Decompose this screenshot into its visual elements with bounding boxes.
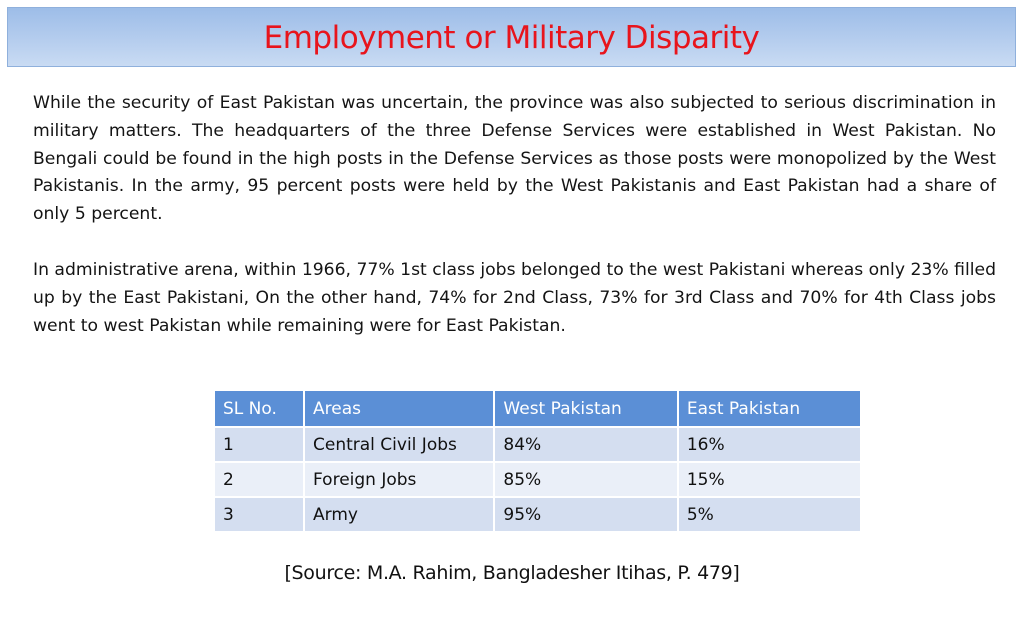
cell-west-pakistan: 95% [494, 497, 677, 532]
disparity-table [213, 389, 862, 533]
table-row [214, 497, 861, 532]
header-areas: Areas [304, 390, 494, 427]
table-row [214, 462, 861, 497]
title-bar [7, 7, 1016, 67]
source-citation: [Source: M.A. Rahim, Bangladesher Itihas, P. 479] [284, 562, 740, 584]
paragraph-military [33, 90, 996, 229]
cell-area: Central Civil Jobs [304, 427, 494, 462]
cell-west-pakistan: 85% [494, 462, 677, 497]
header-east-pakistan: East Pakistan [678, 390, 861, 427]
table-header-row [214, 390, 861, 427]
cell-east-pakistan: 15% [678, 462, 861, 497]
cell-east-pakistan: 16% [678, 427, 861, 462]
paragraph-military-text-before: While the security of East Pakistan was uncertain, the province was also subjected to serious discrimination in military matters. The headquarters of the three Defense Services were established in West Pakistan. No Bengali could be found in the high posts in the Defense Services as those posts were monopolized by the West Pakistanis. In the army, [33, 93, 996, 197]
paragraph-military-text-middle: posts were held by the West Pakistanis and East Pakistan had a share of only [33, 176, 996, 225]
cell-area: Foreign Jobs [304, 462, 494, 497]
cell-sl-no: 3 [214, 497, 304, 532]
header-sl-no: SL No. [214, 390, 304, 427]
paragraph-administrative: In administrative arena, within 1966, 77% 1st class jobs belonged to the west Pakistani whereas only 23% filled up by the East Pakistani, On the other hand, 74% for 2nd Class, 73% for 3rd Class and 70% for 4th Class jobs went to west Pakistan while remaining were for East Pakistan. [33, 260, 996, 336]
cell-west-pakistan: 84% [494, 427, 677, 462]
cell-sl-no: 2 [214, 462, 304, 497]
highlight-95-percent: 95 percent [247, 176, 343, 197]
cell-sl-no: 1 [214, 427, 304, 462]
cell-area: Army [304, 497, 494, 532]
highlight-5-percent: 5 percent [74, 204, 158, 225]
table-row [214, 427, 861, 462]
cell-east-pakistan: 5% [678, 497, 861, 532]
header-west-pakistan: West Pakistan [494, 390, 677, 427]
paragraph-military-text-after: . [157, 204, 163, 225]
slide-title: Employment or Military Disparity [263, 20, 760, 56]
